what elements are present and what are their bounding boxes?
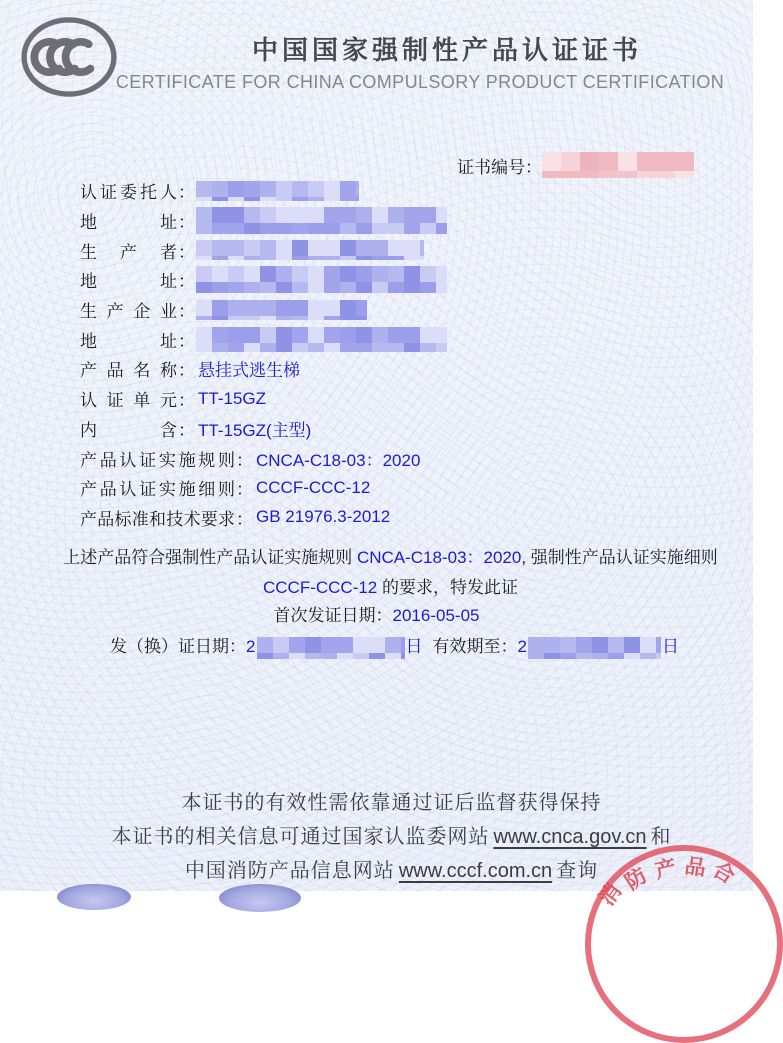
field-row-applicant bbox=[80, 176, 743, 206]
conformity-statement bbox=[0, 543, 753, 603]
first-issue-date-line bbox=[0, 603, 753, 629]
field-value: 悬挂式逃生梯 bbox=[198, 361, 300, 381]
redacted-value bbox=[196, 207, 447, 234]
field-value: CCCF-CCC-12 bbox=[256, 477, 371, 497]
footer-line-2: 本证书的相关信息可通过国家认监委网站 www.cnca.gov.cn 和 bbox=[111, 826, 672, 848]
page-subtitle: CERTIFICATE FOR CHINA COMPULSORY PRODUCT CERTIFICATION bbox=[115, 72, 725, 92]
field-row-product-standard bbox=[80, 503, 743, 533]
field-label: 生产企业： bbox=[80, 302, 195, 322]
stamp-char: 产 bbox=[653, 855, 679, 884]
field-row-implementation-detail bbox=[80, 473, 743, 503]
field-value: TT-15GZ(主型) bbox=[198, 420, 312, 440]
bottom-seal-fragment-2 bbox=[219, 884, 301, 912]
redacted-value bbox=[196, 300, 367, 320]
red-seal-stamp bbox=[575, 843, 753, 911]
field-value: GB 21976.3-2012 bbox=[256, 507, 391, 527]
first-issue-value: 2016-05-05 bbox=[392, 606, 480, 625]
stamp-char: 品 bbox=[683, 854, 708, 881]
certificate-number-label: 证书编号： bbox=[457, 157, 542, 177]
cccf-url: www.cccf.com.cn bbox=[398, 860, 553, 882]
field-row-contains bbox=[80, 414, 743, 444]
field-label: 地址： bbox=[80, 213, 195, 233]
field-label: 认证单元： bbox=[80, 391, 195, 411]
redacted-value bbox=[196, 266, 447, 293]
statement-line-1: 上述产品符合强制性产品认证实施规则 CNCA-C18-03：2020, 强制性产品认证实施细则 bbox=[63, 548, 718, 567]
issue-date-redacted bbox=[257, 637, 405, 659]
page-title: 中国国家强制性产品认证证书 bbox=[251, 35, 643, 65]
footer-line-1: 本证书的有效性需依靠通过证后监督获得保持 bbox=[181, 792, 602, 814]
field-list bbox=[80, 176, 743, 532]
footer-line-3: 中国消防产品信息网站 www.cccf.com.cn 查询 bbox=[184, 860, 599, 882]
field-row-cert-unit bbox=[80, 384, 743, 414]
issue-date-label: 发（换）证日期： bbox=[110, 637, 247, 656]
bottom-seal-fragment-1 bbox=[57, 884, 131, 910]
redacted-value bbox=[196, 327, 447, 352]
issue-expiry-line: 发（换）证日期：2 日 有效期至：2 日 bbox=[0, 633, 753, 661]
field-row-address-3 bbox=[80, 324, 743, 354]
statement-line-2: CCCF-CCC-12 的要求，特发此证 bbox=[262, 578, 518, 597]
field-label: 地址： bbox=[80, 331, 195, 351]
stamp-char: 合 bbox=[708, 858, 739, 889]
redacted-value bbox=[196, 240, 424, 260]
field-row-factory bbox=[80, 295, 743, 325]
ccc-mark-icon bbox=[20, 16, 118, 98]
certificate-number-redacted bbox=[542, 152, 694, 178]
field-row-address-2 bbox=[80, 265, 743, 295]
field-label: 认证委托人： bbox=[80, 183, 195, 203]
field-label: 生产者： bbox=[80, 242, 195, 262]
field-label: 地址： bbox=[80, 272, 195, 292]
field-label: 产品认证实施规则： bbox=[80, 450, 253, 470]
stamp-char: 消 bbox=[595, 879, 627, 911]
field-label: 产品名称： bbox=[80, 361, 195, 381]
field-row-implementation-rule bbox=[80, 443, 743, 473]
field-value: TT-15GZ bbox=[198, 388, 267, 408]
stamp-char: 防 bbox=[621, 863, 652, 895]
expiry-date-redacted bbox=[528, 637, 661, 659]
field-value: CNCA-C18-03：2020 bbox=[256, 450, 421, 470]
field-label: 产品认证实施细则： bbox=[80, 480, 253, 500]
redacted-value bbox=[196, 181, 359, 201]
field-label: 内含： bbox=[80, 420, 195, 440]
field-row-address-1 bbox=[80, 206, 743, 236]
field-row-product-name bbox=[80, 354, 743, 384]
field-label: 产品标准和技术要求： bbox=[80, 509, 253, 529]
cnca-url: www.cnca.gov.cn bbox=[493, 826, 647, 848]
first-issue-label: 首次发证日期： bbox=[273, 606, 393, 625]
field-row-manufacturer bbox=[80, 235, 743, 265]
expiry-date-label: 有效期至： bbox=[432, 637, 518, 656]
